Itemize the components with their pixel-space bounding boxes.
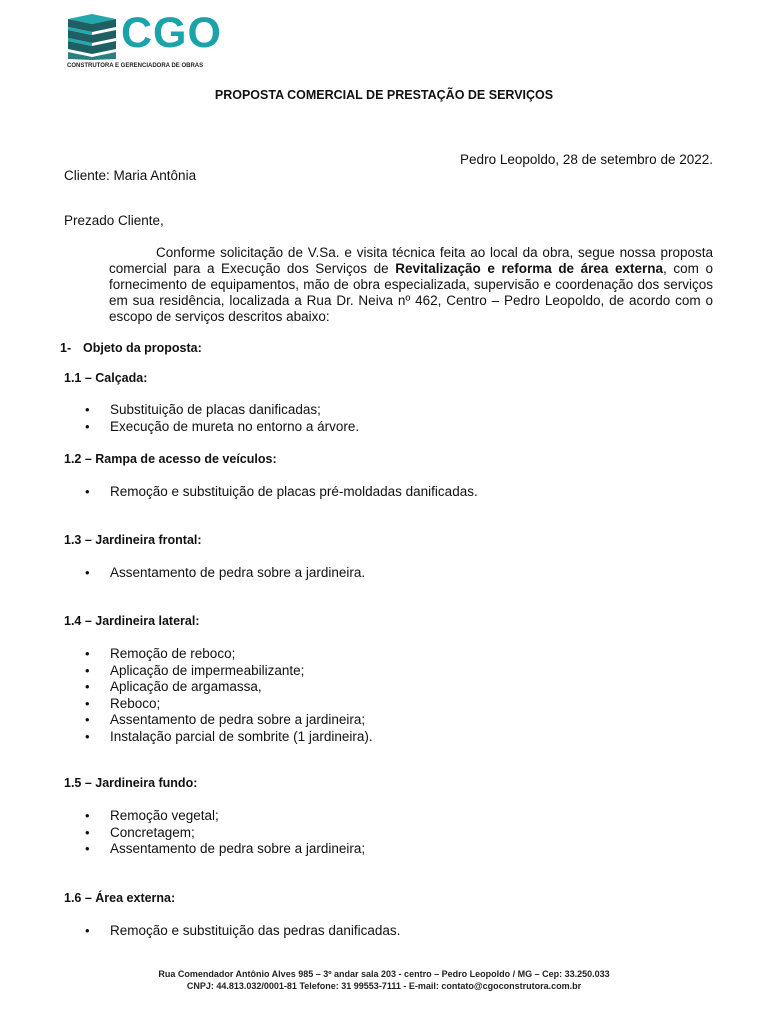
subsection-list <box>84 808 365 858</box>
stacked-layers-icon <box>66 13 118 61</box>
subsection-heading: 1.3 – Jardineira frontal: <box>64 533 202 547</box>
intro-bold-service: Revitalização e reforma de área externa <box>395 261 664 276</box>
list-item: • Assentamento de pedra sobre a jardineira; <box>84 841 365 858</box>
footer-address: Rua Comendador Antônio Alves 985 – 3º andar sala 203 - centro – Pedro Leopoldo / MG – Cep: 33.250.033 <box>158 969 610 979</box>
greeting: Prezado Cliente, <box>64 213 164 228</box>
subsection-heading: 1.1 – Calçada: <box>64 371 148 385</box>
list-item: • Assentamento de pedra sobre a jardineira. <box>84 565 365 582</box>
subsection-list <box>84 565 365 582</box>
list-item: • Substituição de placas danificadas; <box>84 402 359 419</box>
intro-text-before: Conforme solicitação de V.Sa. e visita técnica feita ao local da obra, segue nossa proposta comercial para a Execução dos Serviços de <box>109 245 713 276</box>
section-number: 1- <box>60 341 72 355</box>
subsection-list <box>84 484 478 501</box>
subsection-heading: 1.5 – Jardineira fundo: <box>64 776 198 790</box>
footer-contact: CNPJ: 44.813.032/0001-81 Telefone: 31 99553-7111 - E-mail: contato@cgoconstrutora.com.br <box>186 981 582 991</box>
company-logo <box>66 9 226 73</box>
subsection-heading: 1.6 – Área externa: <box>64 891 176 905</box>
list-item: • Remoção de reboco; <box>84 646 373 663</box>
list-item: • Instalação parcial de sombrite (1 jardineira). <box>84 729 373 746</box>
subsection-heading: 1.4 – Jardineira lateral: <box>64 614 200 628</box>
list-item: • Aplicação de impermeabilizante; <box>84 663 373 680</box>
subsection-list <box>84 923 400 940</box>
subsection-list <box>84 646 373 745</box>
list-item: • Remoção e substituição das pedras danificadas. <box>84 923 400 940</box>
intro-paragraph <box>109 245 713 325</box>
list-item: • Remoção vegetal; <box>84 808 365 825</box>
list-item: • Reboco; <box>84 696 373 713</box>
document-date: Pedro Leopoldo, 28 de setembro de 2022. <box>460 152 713 167</box>
client-line: Cliente: Maria Antônia <box>64 168 197 183</box>
list-item: • Concretagem; <box>84 825 365 842</box>
list-item: • Remoção e substituição de placas pré-moldadas danificadas. <box>84 484 478 501</box>
logo-subtitle: CONSTRUTORA E GERENCIADORA DE OBRAS <box>67 63 204 69</box>
page-footer <box>0 968 768 992</box>
list-item: • Assentamento de pedra sobre a jardineira; <box>84 712 373 729</box>
section-title: Objeto da proposta: <box>83 341 202 355</box>
logo-brand-text: CGO <box>121 9 222 57</box>
intro-text-after: , com o fornecimento de equipamentos, mão de obra especializada, supervisão e coordenação dos serviços em sua residência, localizada a Rua Dr. Neiva nº 462, Centro – Pedro Leopoldo, de acordo com o escopo de serviços descritos abaixo: <box>109 261 713 324</box>
list-item: • Aplicação de argamassa, <box>84 679 373 696</box>
document-title: PROPOSTA COMERCIAL DE PRESTAÇÃO DE SERVIÇOS <box>214 88 554 102</box>
subsection-list <box>84 402 359 435</box>
list-item: • Execução de mureta no entorno a árvore. <box>84 419 359 436</box>
section-heading <box>60 341 202 355</box>
subsection-heading: 1.2 – Rampa de acesso de veículos: <box>64 452 277 466</box>
